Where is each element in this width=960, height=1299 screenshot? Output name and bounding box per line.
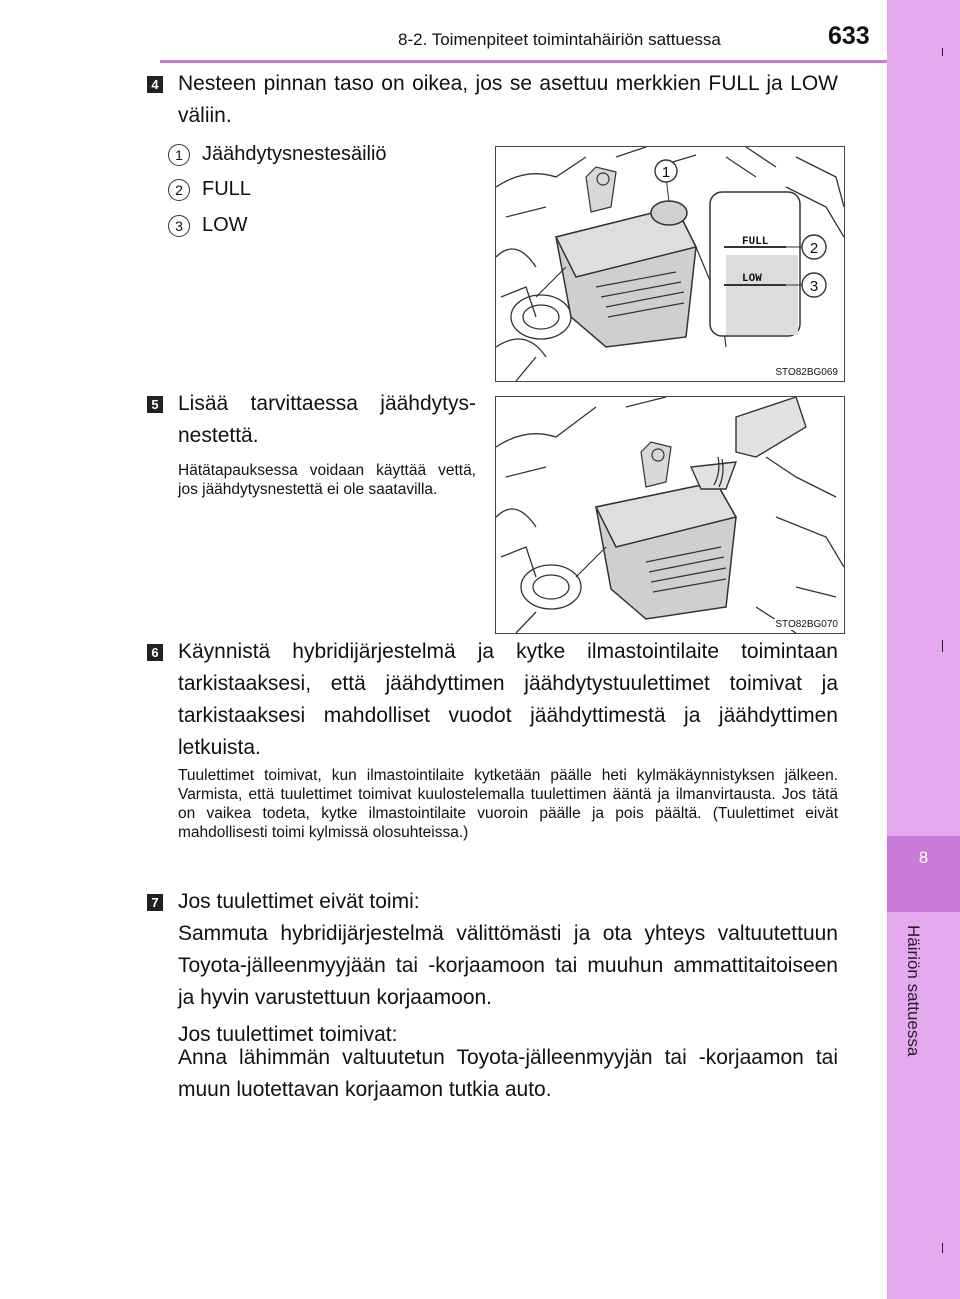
legend-label-coolant-reservoir: Jäähdytysnestesäiliö: [202, 143, 387, 165]
step-5-text-line1: Lisää tarvittaessa jäähdytys-: [178, 392, 476, 415]
chapter-number: 8: [918, 848, 929, 867]
chapter-label: Häiriön sattuessa: [904, 925, 923, 1057]
step-6-text: Käynnistä hybridijärjestelmä ja kytke ilmastointilaite toimintaan tarkistaaksesi, että jäähdyttimen jäähdytystuulettimet toimivat ja tarkistaaksesi mahdolliset vuodot jäähdyttimestä ja jäähdyttimen letkuista.: [178, 640, 838, 759]
step-5-note: Hätätapauksessa voidaan käyttää vettä, jos jäähdytysnestettä ei ole saatavilla.: [178, 462, 476, 498]
figure-callout-1: 1: [661, 164, 671, 181]
legend-number-3: 3: [168, 215, 190, 237]
step-7-case2-text: Anna lähimmän valtuutetun Toyota-jälleenmyyjän tai -korjaamon tai muun luotettavan korjaamon tutkia auto.: [178, 1046, 838, 1101]
legend-label-full: FULL: [202, 178, 251, 200]
legend-number-1: 1: [168, 144, 190, 166]
step-number-6: 6: [147, 644, 163, 661]
figure-low-mark: LOW: [742, 273, 762, 285]
page-number: 633: [828, 22, 870, 50]
figure-full-mark: FULL: [742, 236, 769, 248]
legend-item-3: [168, 212, 248, 238]
figure-code-1: STO82BG069: [775, 367, 838, 378]
header-rule: [160, 60, 887, 63]
legend-item-2: [168, 176, 251, 202]
step-7-case1-title: Jos tuulettimet eivät toimi:: [178, 890, 420, 913]
figure-callout-2: 2: [809, 240, 819, 257]
step-number-5: 5: [147, 396, 163, 413]
crop-mark: [942, 1243, 943, 1253]
step-5-text-line2: nestettä.: [178, 424, 259, 447]
crop-mark: [942, 640, 943, 652]
legend-label-low: LOW: [202, 214, 248, 236]
figure-code-2: STO82BG070: [775, 619, 838, 630]
step-4-text: Nesteen pinnan taso on oikea, jos se asettuu merkkien FULL ja LOW väliin.: [178, 72, 838, 127]
coolant-refill-illustration: [495, 396, 845, 634]
header-section-title: 8-2. Toimenpiteet toimintahäiriön sattuessa: [398, 30, 721, 49]
step-number-4: 4: [147, 76, 163, 93]
coolant-reservoir-illustration: [495, 146, 845, 382]
chapter-side-tab: [887, 0, 960, 1299]
legend-number-2: 2: [168, 179, 190, 201]
engine-bay-drawing-1: [496, 147, 844, 381]
legend-item-1: [168, 141, 387, 167]
crop-mark: [942, 48, 943, 56]
step-7-case1-text: Sammuta hybridijärjestelmä välittömästi ja ota yhteys valtuutettuun Toyota-jälleenmyyjään tai -korjaamoon tai muuhun ammattitaitoiseen ja hyvin varustettuun korjaamoon.: [178, 922, 838, 1009]
step-7-case2-title: Jos tuulettimet toimivat:: [178, 1023, 398, 1046]
step-number-7: 7: [147, 894, 163, 911]
step-6-note: Tuulettimet toimivat, kun ilmastointilaite kytketään päälle heti kylmäkäynnistyksen jälkeen. Varmista, että tuulettimet toimivat kuulostelemalla tuulettimen ääntä ja ilmanvirtausta. Jos tätä on vaikea todeta, kytke ilmastointilaite vuoroin päälle ja pois päältä. (Tuulettimet eivät mahdollisesti toimi kylmissä olosuhteissa.): [178, 767, 838, 841]
engine-bay-drawing-2: [496, 397, 844, 633]
figure-callout-3: 3: [809, 278, 819, 295]
